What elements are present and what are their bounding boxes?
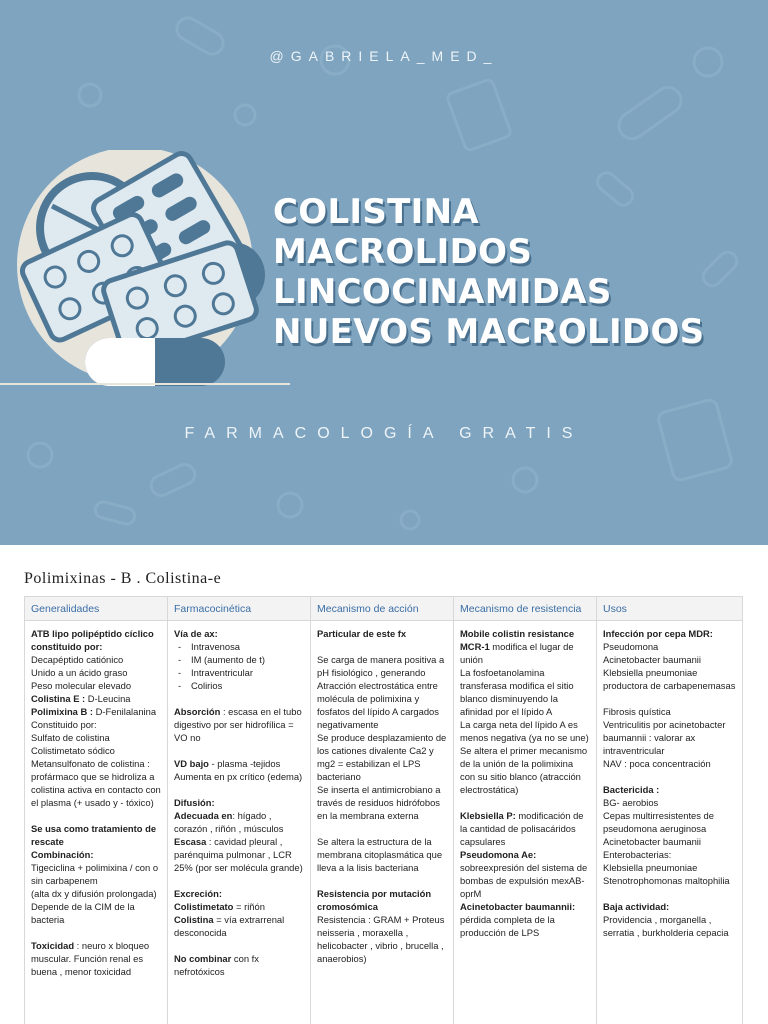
table-cell — [597, 621, 743, 1024]
cell-line — [460, 666, 590, 718]
spacer — [31, 926, 161, 939]
cell-line — [603, 666, 736, 692]
cell-line — [603, 848, 736, 861]
bold-text: Baja actividad: — [603, 901, 670, 912]
cell-line — [174, 627, 304, 640]
cell-line — [317, 913, 447, 965]
cell-line — [31, 653, 161, 666]
bold-text: Colistina — [174, 914, 214, 925]
cell-line — [603, 913, 736, 939]
bold-text: Polimixina B : — [31, 706, 96, 717]
text: Se carga de manera positiva a pH fisiológico , generando Atracción electrostática entre molécula de polimixina y fosfatos del lípido A cargados negativamente — [317, 654, 447, 730]
cell-line — [31, 692, 161, 705]
notes-table — [24, 596, 743, 1024]
bold-text: Bactericida : — [603, 784, 660, 795]
cell-text — [460, 627, 590, 939]
text: Pseudomona — [603, 641, 659, 652]
cell-line — [603, 705, 736, 718]
text: : escasa en el tubo digestivo por ser hidrofílica = VO no — [174, 706, 305, 743]
cell-line — [317, 627, 447, 640]
cell-line — [31, 757, 164, 809]
cell-line — [460, 627, 590, 666]
bold-text: Colistimetato — [174, 901, 234, 912]
text: Unido a un ácido graso — [31, 667, 128, 678]
text: Depende de la CIM de la bacteria — [31, 901, 138, 925]
bold-text: Resistencia por mutación cromosómica — [317, 888, 434, 912]
bold-text: Toxicidad — [31, 940, 75, 951]
text: = vía extrarrenal desconocida — [174, 914, 287, 938]
cell-line — [31, 666, 161, 679]
section-title: Polimixinas - B . Colistina-e — [24, 570, 222, 587]
cell-line — [31, 861, 161, 887]
text: Tigeciclina + polimixina / con o sin carbapenem — [31, 862, 161, 886]
spacer — [603, 692, 736, 705]
cell-line — [174, 705, 304, 744]
text: Intraventricular — [191, 667, 254, 678]
cell-line — [174, 757, 304, 770]
text: Klebsiella pneumoniae productora de carbapenemasas — [603, 667, 736, 691]
bold-text: Excreción: — [174, 888, 222, 899]
bold-text: Absorción — [174, 706, 221, 717]
author-handle: @GABRIELA_MED_ — [269, 48, 499, 64]
bold-text: Klebsiella P: — [460, 810, 516, 821]
cell-line — [603, 718, 736, 757]
cell-text — [174, 627, 304, 978]
text: Se inserta el antimicrobiano a través de residuos hidrófobos en la membrana externa — [317, 784, 444, 821]
text: Enterobacterias: — [603, 849, 672, 860]
bold-text: Difusión: — [174, 797, 215, 808]
cell-line — [174, 900, 304, 913]
spacer — [174, 939, 304, 952]
column-header: Mecanismo de resistencia — [454, 597, 597, 621]
cell-line — [31, 744, 161, 757]
column-header: Generalidades — [25, 597, 168, 621]
spacer — [603, 887, 736, 900]
spacer — [174, 783, 304, 796]
column-header: Mecanismo de acción — [311, 597, 454, 621]
cell-line — [31, 627, 161, 653]
cell-line — [174, 640, 304, 653]
spacer — [31, 809, 161, 822]
text: Peso molecular elevado — [31, 680, 132, 691]
cell-line — [460, 809, 590, 848]
cell-line — [174, 809, 304, 835]
cell-line — [31, 939, 161, 978]
text: BG- aerobios — [603, 797, 659, 808]
table-header-row — [25, 597, 743, 621]
cell-line — [31, 679, 161, 692]
cell-line — [174, 666, 304, 679]
bold-text: Colistina E : — [31, 693, 88, 704]
text: Metansulfonato de colistina : profármaco que se hidroliza a colistina activa en contacto con el plasma (+ usado y - tóxico) — [31, 758, 164, 808]
text: : hígado , corazón , riñón , músculos — [174, 810, 284, 834]
text: = riñón — [233, 901, 265, 912]
cell-line — [317, 731, 447, 783]
text: - plasma -tejidos — [208, 758, 281, 769]
cover-title — [273, 192, 763, 352]
bold-text: Se usa como tratamiento de rescate — [31, 823, 159, 847]
cell-text — [317, 627, 447, 965]
text: pérdida completa de la producción de LPS — [460, 914, 558, 938]
cell-text — [603, 627, 736, 939]
cell-text — [31, 627, 164, 978]
bold-text: ATB lipo polipéptido cíclico constituido por: — [31, 628, 157, 652]
cell-line — [174, 835, 304, 874]
table-row — [25, 621, 743, 1024]
text: Fibrosis quística — [603, 706, 671, 717]
text: Sulfato de colistina — [31, 732, 110, 743]
text: modificación de la cantidad de polisacáridos capsulares — [460, 810, 587, 847]
cell-line — [603, 861, 736, 874]
text: Se altera la estructura de la membrana citoplasmática que lleva a la lisis bacteriana — [317, 836, 445, 873]
text: Aumenta en px crítico (edema) — [174, 771, 303, 782]
cell-line — [603, 627, 736, 640]
text: IM (aumento de t) — [191, 654, 265, 665]
cell-line — [31, 705, 161, 718]
cell-line — [603, 874, 736, 887]
cell-line — [460, 900, 590, 913]
bold-text: Combinación: — [31, 849, 94, 860]
cell-line — [603, 809, 736, 835]
cell-line — [460, 718, 590, 744]
table-cell — [454, 621, 597, 1024]
spacer — [174, 874, 304, 887]
cell-line — [174, 913, 304, 939]
text: Klebsiella pneumoniae — [603, 862, 698, 873]
text: La fosfoetanolamina transferasa modifica el sitio blanco disminuyendo la afinidad por el lípido A — [460, 667, 577, 717]
text: Acinetobacter baumanii — [603, 836, 701, 847]
text: Se produce desplazamiento de los cationes divalente Ca2 y mg2 = estabilizan el LPS bacteriano — [317, 732, 449, 782]
spacer — [174, 744, 304, 757]
text: Ventriculitis por acinetobacter baumannii : valorar ax intraventricular — [603, 719, 729, 756]
cell-line — [31, 718, 161, 731]
cell-line — [31, 822, 161, 848]
cell-line — [603, 653, 736, 666]
cell-line — [603, 783, 736, 796]
text: Cepas multirresistentes de pseudomona aeruginosa — [603, 810, 717, 834]
cell-line — [460, 744, 590, 796]
cell-line — [603, 900, 736, 913]
cell-line — [174, 952, 304, 978]
cell-line — [174, 653, 304, 666]
cell-line — [603, 757, 736, 770]
cell-line — [317, 783, 447, 822]
cell-line — [174, 679, 304, 692]
spacer — [460, 796, 590, 809]
cell-line — [174, 796, 304, 809]
text: D-Leucina — [87, 693, 131, 704]
title-line: NUEVOS MACROLIDOS — [273, 312, 705, 352]
table-cell — [311, 621, 454, 1024]
text: con fx nefrotóxicos — [174, 953, 262, 977]
spacer — [317, 874, 447, 887]
cell-line — [603, 640, 736, 653]
cell-line — [317, 835, 447, 874]
text: Colirios — [191, 680, 223, 691]
cell-line — [603, 835, 736, 848]
bold-text: Escasa — [174, 836, 207, 847]
text: La carga neta del lípido A es menos negativa (ya no se une) — [460, 719, 589, 743]
table-cell — [168, 621, 311, 1024]
cell-line — [174, 770, 304, 783]
table-cell — [25, 621, 168, 1024]
cover-subtitle: FARMACOLOGÍA GRATIS — [184, 425, 584, 442]
text: Colistimetato sódico — [31, 745, 115, 756]
bold-text: Vía de ax: — [174, 628, 218, 639]
text: (alta dx y difusión prolongada) — [31, 888, 157, 899]
text: Intravenosa — [191, 641, 240, 652]
cell-line — [31, 848, 161, 861]
title-line: MACROLIDOS — [273, 232, 533, 272]
text: NAV : poca concentración — [603, 758, 711, 769]
text: Stenotrophomonas maltophilia — [603, 875, 730, 886]
text: Constituido por: — [31, 719, 97, 730]
cell-line — [460, 861, 590, 900]
cell-line — [460, 848, 590, 861]
spacer — [603, 770, 736, 783]
text: Acinetobacter baumanii — [603, 654, 701, 665]
column-header: Farmacocinética — [168, 597, 311, 621]
pill-blister-packs-illustration — [0, 150, 300, 400]
text: D-Fenilalanina — [95, 706, 157, 717]
cell-line — [31, 731, 161, 744]
cell-line — [174, 887, 304, 900]
bold-text: No combinar — [174, 953, 232, 964]
bold-text: Infección por cepa MDR: — [603, 628, 713, 639]
bold-text: VD bajo — [174, 758, 209, 769]
text: Resistencia : GRAM + Proteus neisseria , moraxella , helicobacter , vibrio , brucella , anaerobios) — [317, 914, 448, 964]
bold-text: Adecuada en — [174, 810, 233, 821]
bold-text: Acinetobacter baumannii: — [460, 901, 576, 912]
cell-line — [31, 887, 161, 900]
bold-text: Mobile colistin resistance MCR-1 — [460, 628, 577, 652]
text: sobreexpresión del sistema de bombas de expulsión mexAB-oprM — [460, 862, 590, 899]
cell-line — [31, 900, 161, 926]
cell-line — [603, 796, 736, 809]
spacer — [317, 822, 447, 835]
cell-line — [460, 913, 590, 939]
text: : cavidad pleural , parénquima pulmonar , LCR 25% (por ser molécula grande) — [174, 836, 303, 873]
text: modifica el lugar de unión — [460, 641, 577, 665]
column-header: Usos — [597, 597, 743, 621]
cell-line — [317, 653, 447, 731]
text: Se altera el primer mecanismo de la unión de la polimixina con su sitio blanco (atracción electrostática) — [460, 745, 590, 795]
bold-text: Particular de este fx — [317, 628, 407, 639]
spacer — [174, 692, 304, 705]
cell-line — [317, 887, 447, 913]
text: Decapéptido catiónico — [31, 654, 124, 665]
bold-text: Pseudomona Ae: — [460, 849, 537, 860]
text: : neuro x bloqueo muscular. Función renal es buena , menor toxicidad — [31, 940, 152, 977]
title-line: COLISTINA — [273, 192, 479, 232]
spacer — [317, 640, 447, 653]
title-line: LINCOCINAMIDAS — [273, 272, 612, 312]
text: Providencia , morganella , serratia , burkholderia cepacia — [603, 914, 729, 938]
notes-section — [24, 570, 742, 1024]
